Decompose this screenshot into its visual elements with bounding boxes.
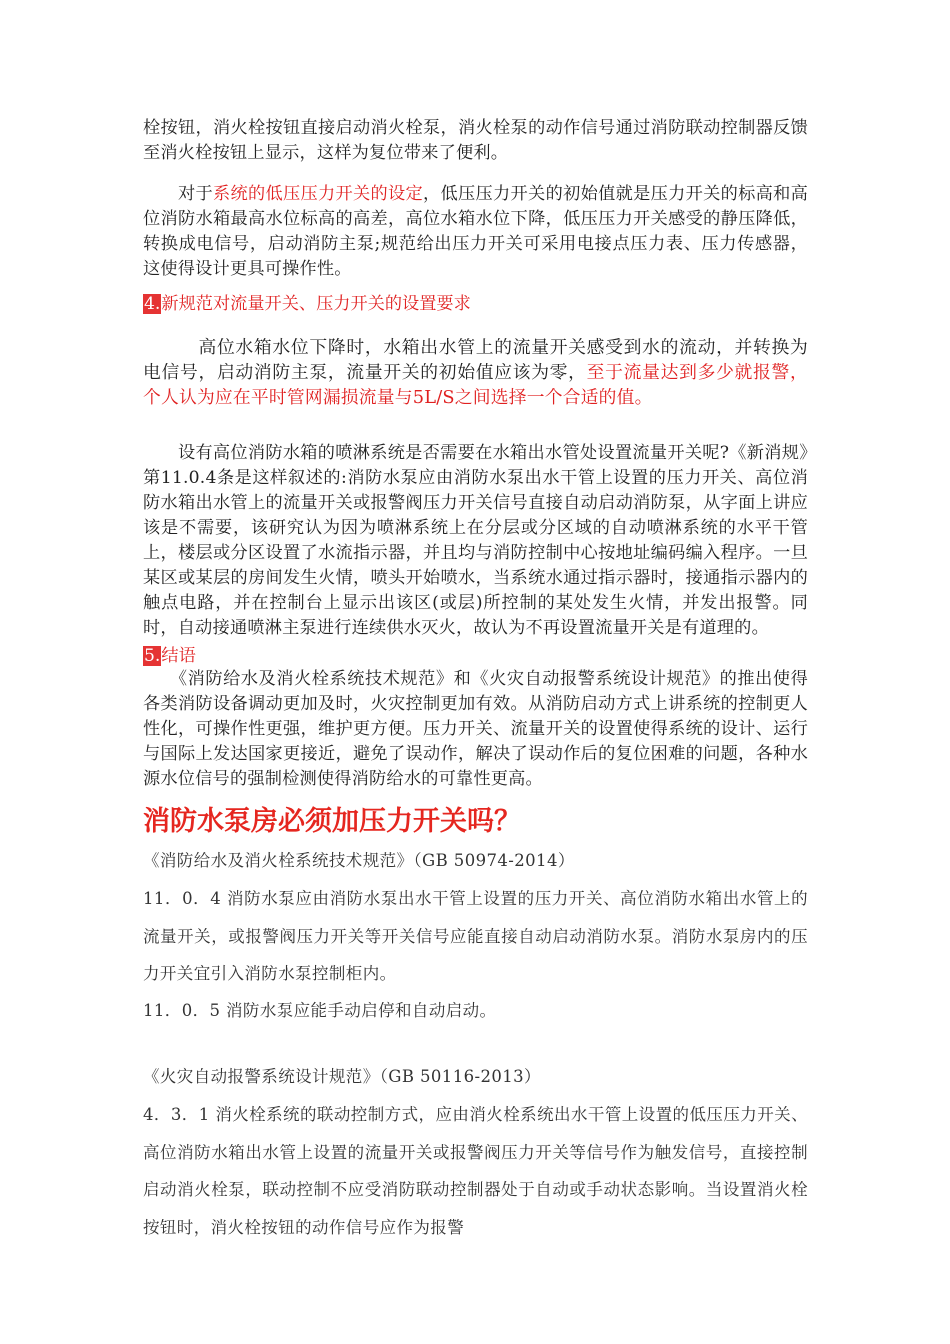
section-title: 新规范对流量开关、压力开关的设置要求 <box>161 294 471 314</box>
section-title: 结语 <box>161 646 196 666</box>
paragraph-reset-convenience: 栓按钮，消火栓按钮直接启动消火栓泵，消火栓泵的动作信号通过消防联动控制器反馈至消火栓按钮上显示，这样为复位带来了便利。 <box>143 118 808 163</box>
section-heading-5 <box>143 644 196 669</box>
indent: 对于 <box>143 184 214 204</box>
paragraph-text: 高位水箱水位下降时，水箱出水管上的流量开关感受到水的流动，并转换为电信号，启动消防主泵，流量开关的初始值应该为零， <box>143 337 808 383</box>
section-heading-4 <box>143 292 471 317</box>
standard-title-gb50116: 《火灾自动报警系统设计规范》（GB 50116-2013） <box>143 1067 541 1086</box>
standard-title-gb50974: 《消防给水及消火栓系统技术规范》（GB 50974-2014） <box>143 851 575 870</box>
paragraph-conclusion: 《消防给水及消火栓系统技术规范》和《火灾自动报警系统设计规范》的推出使得各类消防设备调动更加及时，火灾控制更加有效。从消防启动方式上讲系统的控制更人性化，可操作性更强，维护更方便。压力开关、流量开关的设置使得系统的设计、运行与国际上发达国家更接近，避免了误动作，解决了误动作后的复位困难的问题，各种水源水位信号的强制检测使得消防给水的可靠性更高。 <box>143 669 808 789</box>
section-number: 4. <box>144 294 161 314</box>
clause-11-0-4: 11．0．4 消防水泵应由消防水泵出水干管上设置的压力开关、高位消防水箱出水管上的流量开关，或报警阀压力开关等开关信号应能直接自动启动消防水泵。消防水泵房内的压力开关宜引入消防水泵控制柜内。 <box>143 889 808 983</box>
highlight-flow-alarm-opinion: 至于流量达到多少就报警，个人认为应在平时管网漏损流量与5L/S之间选择一个合适的值。 <box>143 362 808 408</box>
paragraph-sprinkler-flow-switch: 设有高位消防水箱的喷淋系统是否需要在水箱出水管处设置流量开关呢?《新消规》第11.0.4条是这样叙述的:消防水泵应由消防水泵出水干管上设置的压力开关、高位消防水箱出水管上的流量开关或报警阀压力开关信号直接自动启动消防泵，从字面上讲应该是不需要，该研究认为因为喷淋系统上在分层或分区域的自动喷淋系统的水平干管上，楼层或分区设置了水流指示器，并且均与消防控制中心按地址编码编入程序。一旦某区或某层的房间发生火情，喷头开始喷水，当系统水通过指示器时，接通指示器内的触点电路，并在控制台上显示出该区(或层)所控制的某处发生火情，并发出报警。同时，自动接通喷淋主泵进行连续供水灭火，故认为不再设置流量开关是有道理的。 <box>143 443 808 638</box>
highlight-low-pressure-setting: 系统的低压压力开关的设定 <box>213 184 424 204</box>
paragraph-low-pressure-switch <box>143 182 808 282</box>
paragraph-text: ，低压压力开关的初始值就是压力开关的标高和高位消防水箱最高水位标高的高差，高位水箱水位下降，低压压力开关感受的静压降低，转换成电信号，启动消防主泵;规范给出压力开关可采用电接点压力表、压力传感器，这使得设计更具可操作性。 <box>143 184 808 279</box>
clause-4-3-1: 4．3．1 消火栓系统的联动控制方式，应由消火栓系统出水干管上设置的低压压力开关、高位消防水箱出水管上设置的流量开关或报警阀压力开关等信号作为触发信号，直接控制启动消火栓泵，联动控制不应受消防联动控制器处于自动或手动状态影响。当设置消火栓按钮时，消火栓按钮的动作信号应作为报警 <box>143 1105 808 1237</box>
page-heading: 消防水泵房必须加压力开关吗？ <box>143 806 521 837</box>
clause-11-0-5: 11．0．5 消防水泵应能手动启停和自动启动。 <box>143 1001 497 1020</box>
paragraph-flow-switch <box>143 335 808 410</box>
section-number: 5. <box>144 646 161 666</box>
